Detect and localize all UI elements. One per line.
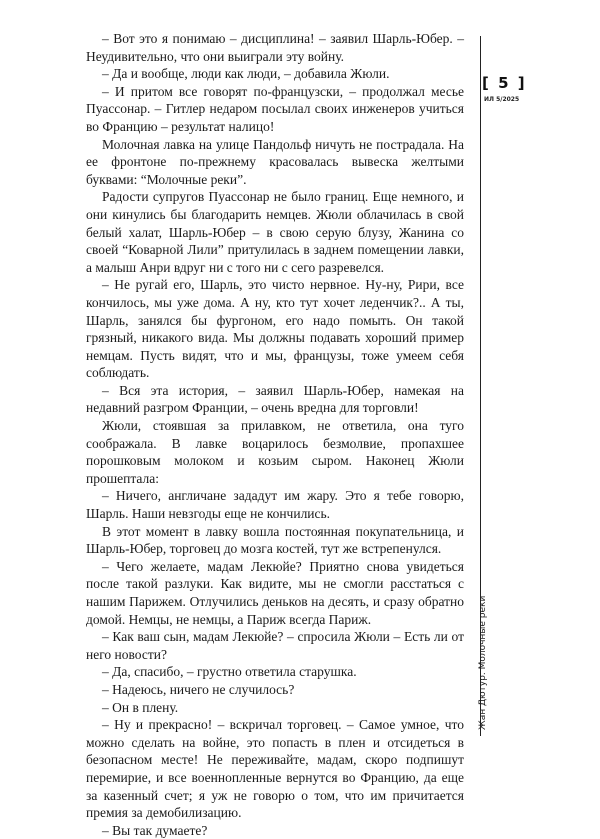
paragraph: Жюли, стоявшая за прилавком, не ответила, она туго соображала. В лавке воцарилось безмолвие, пропахшее порошковым молоком и козьим сыром. Наконец Жюли прошептала: [86, 418, 464, 486]
paragraph: В этот момент в лавку вошла постоянная покупательница, и Шарль-Юбер, торговец до мозга костей, тут же встрепенулся. [86, 523, 464, 557]
paragraph: – Не ругай его, Шарль, это чисто нервное. Ну-ну, Рири, все кончилось, мы уже дома. А ну, кто тут хочет леденчик?.. А ты, Шарль, занялся бы фургоном, его надо помыть. Он такой грязный, никакого вида. Мы должны подавать хороший пример немцам. Пусть видят, что и мы, французы, тоже умеем себя соблюдать. [86, 277, 464, 381]
paragraph: – Надеюсь, ничего не случилось? [102, 681, 295, 697]
paragraph: – Вот это я понимаю – дисциплина! – заявил Шарль-Юбер. – Неудивительно, что они выиграли эту войну. [86, 31, 464, 64]
paragraph: – Он в плену. [102, 699, 179, 715]
issue-label: ИЛ 5/2025 [484, 96, 520, 103]
paragraph: – Ничего, англичане зададут им жару. Это я тебе говорю, Шарль. Наши невзгоды еще не кончились. [86, 488, 464, 522]
paragraph: Молочная лавка на улице Пандольф ничуть не пострадала. На ее фронтоне по-прежнему красовалась вывеска желтыми буквами: “Молочные реки”. [86, 136, 464, 187]
paragraph: – И притом все говорят по-французски, – продолжал месье Пуассонар. – Гитлер недаром посылал своих инженеров учиться во Францию – результат налицо! [86, 83, 464, 134]
paragraph: – Как ваш сын, мадам Лекюйе? – спросила Жюли – Есть ли от него новости? [86, 629, 464, 662]
paragraph: – Чего желаете, мадам Лекюйе? Приятно снова увидеться после такой разлуки. Как видите, мы не смогли расстаться с нашим Парижем. Отлучились деньков на десять, и сразу обратно домой. Немцы, не немцы, а Париж всегда Париж. [86, 558, 464, 627]
paragraph: – Ну и прекрасно! – вскричал торговец. – Самое умное, что можно сделать на войне, это попасть в плен и отсидеться в безопасном месте! Не переживайте, мадам, скоро подпишут перемирие, и все военнопленные вернутся во Францию, да еще за казенный счет; я уж не говорю о том, что им причитается премия за демобилизацию. [86, 717, 464, 821]
page-number: [ 5 ] [482, 74, 527, 92]
paragraph: Радости супругов Пуассонар не было границ. Еще немного, и они кинулись бы благодарить немцев. Жюли облачилась в свой белый халат, Шарль-Юбер – в свою серую блузу, Жанина со своей “Коварной Лили” притулилась в заднем помещении лавки, а малыш Анри вдруг ни с того ни с сего разревелся. [86, 189, 464, 275]
paragraph: – Вы так думаете? [102, 822, 208, 838]
paragraph: – Да, спасибо, – грустно ответила старушка. [102, 664, 357, 680]
running-title: Жан Дютур. Молочные реки [478, 595, 488, 730]
body-text [86, 30, 464, 839]
paragraph: – Да и вообще, люди как люди, – добавила Жюли. [102, 66, 390, 82]
paragraph: – Вся эта история, – заявил Шарль-Юбер, намекая на недавний разгром Франции, – очень вредна для торговли! [86, 382, 464, 416]
